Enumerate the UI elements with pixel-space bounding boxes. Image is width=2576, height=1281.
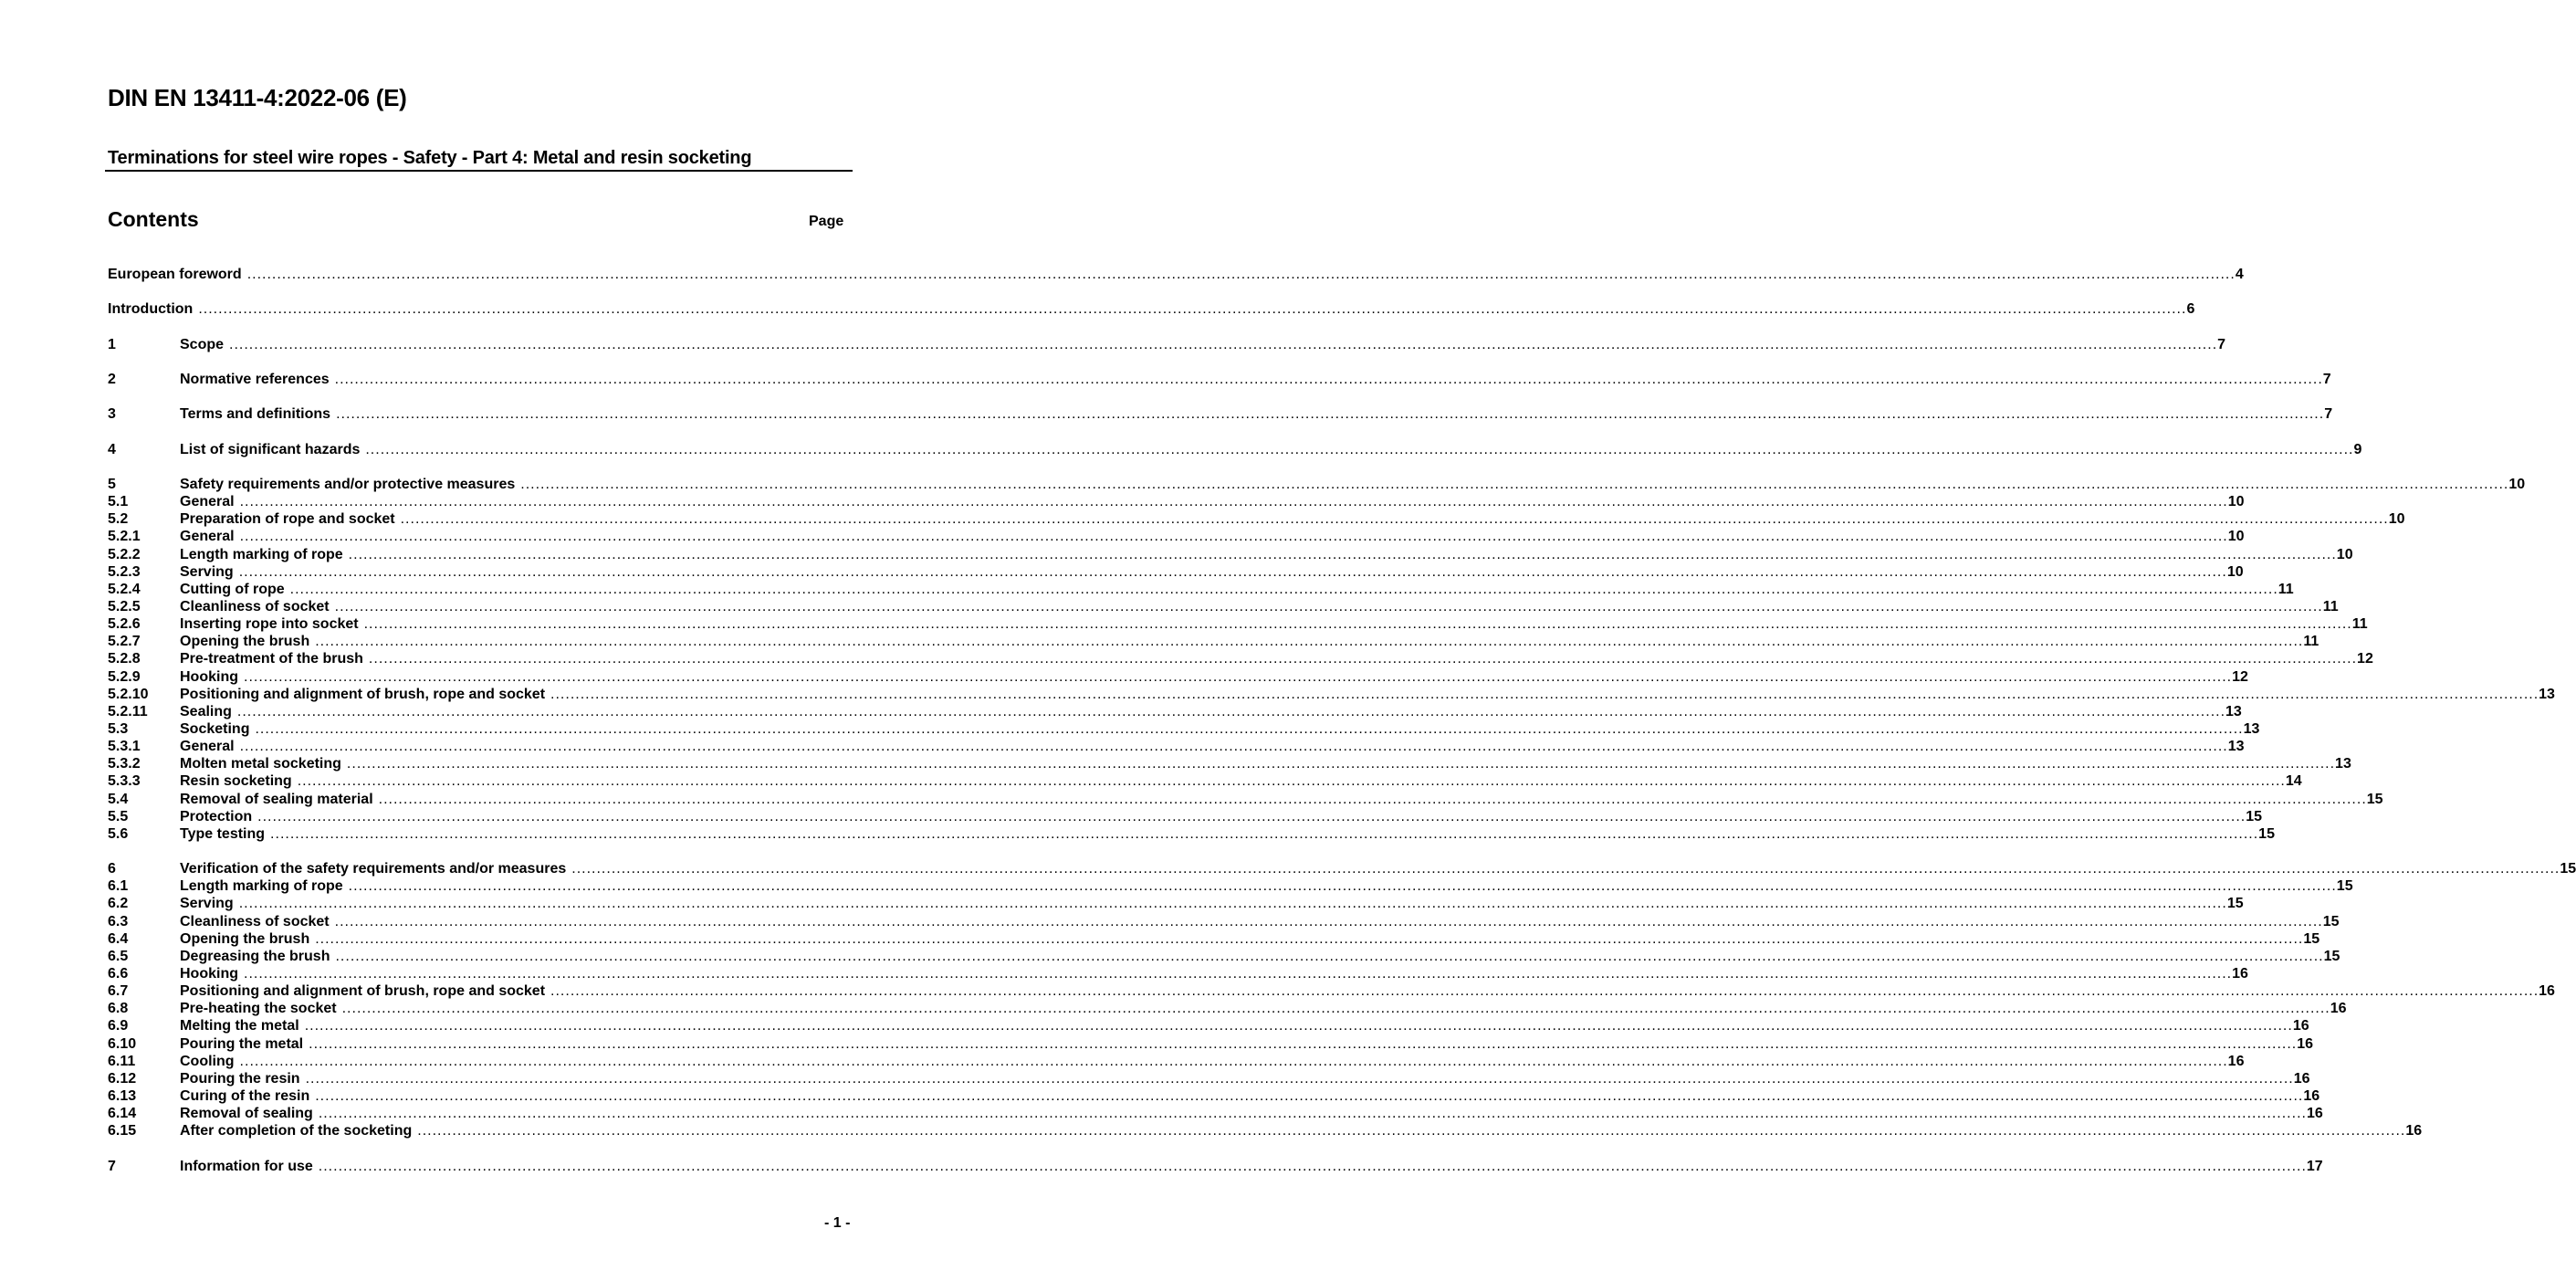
toc-dot-leader: ................................................................................................................................................................................................................................................................................................................................................................................................................ — [239, 1053, 2228, 1069]
toc-page-number: 15 — [2226, 896, 2244, 912]
toc-dot-leader: ................................................................................................................................................................................................................................................................................................................................................................................................................ — [365, 441, 2354, 457]
toc-entry[interactable] — [108, 441, 2362, 458]
toc-section-title: Curing of the resin — [180, 1087, 310, 1104]
toc-page-number: 16 — [2306, 1106, 2323, 1122]
toc-section-number: 6.11 — [108, 1053, 136, 1069]
toc-entry[interactable] — [108, 703, 2242, 720]
toc-page-number: 10 — [2336, 546, 2353, 562]
toc-section-number: 5.2.5 — [108, 598, 141, 614]
toc-dot-leader: ................................................................................................................................................................................................................................................................................................................................................................................................................ — [229, 336, 2218, 352]
toc-dot-leader: ................................................................................................................................................................................................................................................................................................................................................................................................................ — [305, 1070, 2294, 1087]
toc-page-number: 15 — [2366, 791, 2383, 807]
toc-section-title: Pre-treatment of the brush — [180, 651, 363, 667]
toc-section-title: Length marking of rope — [180, 878, 343, 895]
toc-entry[interactable] — [108, 563, 2244, 581]
toc-section-title: Degreasing the brush — [180, 948, 330, 964]
toc-section-title: Information for use — [180, 1158, 313, 1174]
toc-dot-leader: ................................................................................................................................................................................................................................................................................................................................................................................................................ — [368, 651, 2358, 667]
toc-dot-leader: ................................................................................................................................................................................................................................................................................................................................................................................................................ — [289, 581, 2278, 597]
toc-page-number: 11 — [2322, 598, 2339, 614]
toc-section-number: 5.2 — [108, 511, 129, 528]
toc-section-number: 6.7 — [108, 983, 129, 1000]
toc-entry[interactable] — [108, 860, 2576, 877]
toc-dot-leader: ................................................................................................................................................................................................................................................................................................................................................................................................................ — [297, 773, 2286, 790]
toc-section-number: 6.5 — [108, 948, 129, 964]
toc-page-number: 16 — [2405, 1123, 2423, 1139]
toc-section-number: 6.12 — [108, 1070, 137, 1087]
toc-section-number: 5.2.2 — [108, 546, 141, 562]
toc-page-number: 10 — [2388, 511, 2405, 528]
toc-entry[interactable] — [108, 895, 2244, 912]
toc-entry[interactable] — [108, 738, 2245, 755]
toc-page-number: 16 — [2303, 1087, 2320, 1104]
toc-section-title: Cutting of rope — [180, 581, 285, 597]
toc-entry[interactable] — [108, 1017, 2309, 1034]
toc-dot-leader: ................................................................................................................................................................................................................................................................................................................................................................................................................ — [550, 983, 2539, 1000]
toc-section-number: 5.2.8 — [108, 651, 141, 667]
toc-entry[interactable] — [108, 913, 2340, 930]
toc-page-number: 16 — [2227, 1053, 2245, 1069]
toc-dot-leader: ................................................................................................................................................................................................................................................................................................................................................................................................................ — [348, 878, 2337, 895]
toc-entry[interactable] — [108, 510, 2405, 528]
toc-section-title: Inserting rope into socket — [180, 616, 359, 633]
toc-dot-leader: ................................................................................................................................................................................................................................................................................................................................................................................................................ — [236, 703, 2226, 719]
toc-dot-leader: ................................................................................................................................................................................................................................................................................................................................................................................................................ — [346, 756, 2336, 772]
toc-dot-leader: ................................................................................................................................................................................................................................................................................................................................................................................................................ — [244, 965, 2233, 982]
toc-page-number: 15 — [2560, 861, 2576, 877]
toc-section-number: 6.14 — [108, 1106, 137, 1122]
toc-section-number: 5.2.11 — [108, 703, 148, 719]
toc-entry[interactable] — [108, 1070, 2310, 1087]
toc-dot-leader: ................................................................................................................................................................................................................................................................................................................................................................................................................ — [417, 1123, 2406, 1139]
toc-section-number: 5.2.6 — [108, 616, 141, 633]
toc-page-number: 14 — [2285, 773, 2302, 790]
toc-dot-leader: ................................................................................................................................................................................................................................................................................................................................................................................................................ — [239, 494, 2228, 510]
toc-section-title: Molten metal socketing — [180, 756, 341, 772]
toc-entry[interactable] — [108, 791, 2383, 808]
toc-section-title: Hooking — [180, 965, 238, 982]
toc-entry[interactable] — [108, 336, 2226, 353]
toc-dot-leader: ................................................................................................................................................................................................................................................................................................................................................................................................................ — [244, 668, 2233, 685]
toc-page-number: 15 — [2323, 948, 2340, 964]
toc-entry[interactable] — [108, 615, 2368, 633]
toc-entry[interactable] — [108, 755, 2351, 772]
toc-dot-leader: ................................................................................................................................................................................................................................................................................................................................................................................................................ — [239, 529, 2228, 545]
toc-page-number: 15 — [2322, 913, 2340, 929]
toc-dot-leader: ................................................................................................................................................................................................................................................................................................................................................................................................................ — [550, 686, 2539, 702]
toc-dot-leader: ................................................................................................................................................................................................................................................................................................................................................................................................................ — [378, 791, 2367, 807]
toc-dot-leader: ................................................................................................................................................................................................................................................................................................................................................................................................................ — [309, 1035, 2298, 1052]
toc-section-title: General — [180, 739, 235, 755]
toc-section-number: 5.6 — [108, 825, 129, 842]
toc-page-number: 11 — [2351, 616, 2368, 633]
toc-entry[interactable] — [108, 546, 2353, 563]
toc-section-number: 5.2.1 — [108, 529, 141, 545]
toc-dot-leader: ................................................................................................................................................................................................................................................................................................................................................................................................................ — [334, 371, 2323, 387]
toc-dot-leader: ................................................................................................................................................................................................................................................................................................................................................................................................................ — [255, 720, 2244, 737]
toc-dot-leader: ................................................................................................................................................................................................................................................................................................................................................................................................................ — [318, 1158, 2307, 1174]
toc-section-number: 1 — [108, 336, 116, 352]
toc-section-title: Serving — [180, 896, 234, 912]
toc-section-title: Melting the metal — [180, 1018, 299, 1034]
toc-section-number: 4 — [108, 441, 116, 457]
toc-dot-leader: ................................................................................................................................................................................................................................................................................................................................................................................................................ — [400, 511, 2389, 528]
toc-dot-leader: ................................................................................................................................................................................................................................................................................................................................................................................................................ — [257, 808, 2246, 824]
toc-dot-leader: ................................................................................................................................................................................................................................................................................................................................................................................................................ — [341, 1001, 2330, 1017]
toc-section-title: European foreword — [108, 267, 242, 282]
toc-dot-leader: ................................................................................................................................................................................................................................................................................................................................................................................................................ — [315, 634, 2304, 650]
toc-page-number: 10 — [2227, 529, 2245, 545]
toc-page-number: 16 — [2297, 1035, 2314, 1052]
toc-dot-leader: ................................................................................................................................................................................................................................................................................................................................................................................................................ — [238, 896, 2227, 912]
toc-entry[interactable] — [108, 650, 2373, 667]
toc-section-number: 6 — [108, 861, 116, 877]
toc-entry[interactable] — [108, 877, 2353, 895]
toc-section-title: Preparation of rope and socket — [180, 511, 395, 528]
page-column-label: Page — [809, 214, 844, 229]
toc-section-title: Cooling — [180, 1053, 235, 1069]
table-of-contents — [108, 266, 2576, 1175]
toc-section-number: 5.5 — [108, 808, 129, 824]
toc-dot-leader: ................................................................................................................................................................................................................................................................................................................................................................................................................ — [334, 913, 2323, 929]
toc-entry[interactable] — [108, 1122, 2423, 1139]
toc-page-number: 15 — [2336, 878, 2353, 895]
toc-page-number: 15 — [2246, 808, 2263, 824]
toc-section-number: 5.2.4 — [108, 581, 141, 597]
toc-page-number: 11 — [2278, 581, 2294, 597]
toc-entry[interactable] — [108, 808, 2263, 825]
toc-page-number: 10 — [2508, 476, 2526, 492]
toc-entry[interactable] — [108, 300, 2195, 318]
toc-section-title: Type testing — [180, 825, 266, 842]
toc-section-title: Cleanliness of socket — [180, 598, 330, 614]
page-number: - 1 - — [824, 1215, 851, 1231]
toc-entry[interactable] — [108, 948, 2340, 965]
toc-entry[interactable] — [108, 581, 2294, 598]
toc-section-title: Removal of sealing — [180, 1106, 313, 1122]
document-subtitle: Terminations for steel wire ropes - Safety - Part 4: Metal and resin socketing — [108, 148, 752, 168]
toc-section-number: 5.4 — [108, 791, 129, 807]
toc-entry[interactable] — [108, 633, 2319, 650]
toc-section-number: 5.2.9 — [108, 668, 141, 685]
toc-section-title: Pouring the resin — [180, 1070, 300, 1087]
toc-page-number: 13 — [2539, 686, 2555, 702]
toc-section-title: Opening the brush — [180, 634, 310, 650]
toc-dot-leader: ................................................................................................................................................................................................................................................................................................................................................................................................................ — [520, 476, 2509, 492]
toc-section-title: List of significant hazards — [180, 441, 361, 457]
toc-entry[interactable] — [108, 371, 2331, 388]
toc-section-title: General — [180, 494, 235, 510]
toc-entry[interactable] — [108, 493, 2245, 510]
toc-section-number: 5.3.3 — [108, 773, 141, 790]
toc-entry[interactable] — [108, 1000, 2347, 1017]
toc-section-number: 6.3 — [108, 913, 129, 929]
toc-section-title: General — [180, 529, 235, 545]
toc-page-number: 13 — [2225, 703, 2242, 719]
toc-page-number: 13 — [2227, 739, 2245, 755]
toc-page-number: 16 — [2293, 1070, 2310, 1087]
toc-dot-leader: ................................................................................................................................................................................................................................................................................................................................................................................................................ — [334, 598, 2323, 614]
toc-section-title: Terms and definitions — [180, 406, 331, 423]
toc-section-title: Removal of sealing material — [180, 791, 373, 807]
toc-entry[interactable] — [108, 965, 2248, 982]
toc-page-number: 16 — [2292, 1018, 2309, 1034]
toc-section-number: 5.3.2 — [108, 756, 141, 772]
toc-section-title: Normative references — [180, 371, 330, 387]
toc-dot-leader: ................................................................................................................................................................................................................................................................................................................................................................................................................ — [348, 546, 2337, 562]
toc-entry[interactable] — [108, 598, 2339, 615]
toc-dot-leader: ................................................................................................................................................................................................................................................................................................................................................................................................................ — [318, 1106, 2307, 1122]
toc-entry[interactable] — [108, 528, 2245, 545]
title-divider — [105, 170, 853, 172]
toc-entry[interactable] — [108, 405, 2333, 423]
toc-section-number: 6.13 — [108, 1087, 137, 1104]
toc-entry[interactable] — [108, 1105, 2323, 1122]
toc-section-number: 5.3.1 — [108, 739, 141, 755]
toc-entry[interactable] — [108, 1053, 2245, 1070]
toc-dot-leader: ................................................................................................................................................................................................................................................................................................................................................................................................................ — [336, 406, 2325, 423]
toc-dot-leader: ................................................................................................................................................................................................................................................................................................................................................................................................................ — [315, 1087, 2304, 1104]
toc-dot-leader: ................................................................................................................................................................................................................................................................................................................................................................................................................ — [238, 563, 2227, 580]
toc-section-number: 6.1 — [108, 878, 129, 895]
toc-page-number: 15 — [2258, 825, 2275, 842]
toc-dot-leader: ................................................................................................................................................................................................................................................................................................................................................................................................................ — [335, 948, 2324, 964]
toc-section-title: Hooking — [180, 668, 238, 685]
toc-page-number: 12 — [2357, 651, 2373, 667]
toc-page-number: 10 — [2226, 563, 2244, 580]
toc-section-title: After completion of the socketing — [180, 1123, 413, 1139]
toc-section-number: 6.6 — [108, 965, 129, 982]
toc-page-number: 11 — [2303, 634, 2319, 650]
toc-section-title: Cleanliness of socket — [180, 913, 330, 929]
toc-section-title: Pouring the metal — [180, 1035, 304, 1052]
toc-section-title: Opening the brush — [180, 930, 310, 947]
toc-section-number: 5 — [108, 476, 116, 492]
toc-page-number: 9 — [2353, 441, 2362, 457]
toc-entry[interactable] — [108, 476, 2526, 493]
toc-dot-leader: ................................................................................................................................................................................................................................................................................................................................................................................................................ — [246, 267, 2236, 282]
toc-section-number: 5.1 — [108, 494, 129, 510]
toc-section-number: 6.10 — [108, 1035, 137, 1052]
toc-page-number: 13 — [2243, 720, 2260, 737]
toc-section-number: 5.2.3 — [108, 563, 141, 580]
toc-entry[interactable] — [108, 266, 2244, 283]
toc-section-title: Socketing — [180, 720, 250, 737]
toc-page-number: 7 — [2322, 371, 2331, 387]
toc-entry[interactable] — [108, 772, 2302, 790]
toc-entry[interactable] — [108, 686, 2555, 703]
toc-entry[interactable] — [108, 1035, 2314, 1053]
toc-dot-leader: ................................................................................................................................................................................................................................................................................................................................................................................................................ — [304, 1018, 2293, 1034]
toc-section-number: 6.8 — [108, 1001, 129, 1017]
toc-section-number: 5.2.10 — [108, 686, 149, 702]
toc-section-number: 5.2.7 — [108, 634, 141, 650]
toc-dot-leader: ................................................................................................................................................................................................................................................................................................................................................................................................................ — [270, 825, 2259, 842]
toc-page-number: 16 — [2330, 1001, 2347, 1017]
toc-section-title: Sealing — [180, 703, 232, 719]
toc-entry[interactable] — [108, 1158, 2323, 1175]
toc-section-title: Positioning and alignment of brush, rope and socket — [180, 983, 546, 1000]
toc-section-number: 5.3 — [108, 720, 129, 737]
toc-section-number: 3 — [108, 406, 116, 423]
toc-page-number: 13 — [2335, 756, 2351, 772]
toc-section-title: Protection — [180, 808, 253, 824]
toc-entry[interactable] — [108, 720, 2260, 738]
toc-section-title: Introduction — [108, 301, 194, 318]
toc-section-title: Verification of the safety requirements and/or measures — [180, 861, 567, 877]
toc-section-title: Safety requirements and/or protective measures — [180, 476, 516, 492]
toc-section-number: 6.15 — [108, 1123, 137, 1139]
toc-entry[interactable] — [108, 930, 2320, 948]
toc-page-number: 17 — [2306, 1158, 2323, 1174]
toc-entry[interactable] — [108, 1087, 2320, 1105]
contents-heading: Contents — [108, 207, 199, 231]
toc-dot-leader: ................................................................................................................................................................................................................................................................................................................................................................................................................ — [239, 739, 2228, 755]
toc-page-number: 7 — [2324, 406, 2333, 423]
toc-dot-leader: ................................................................................................................................................................................................................................................................................................................................................................................................................ — [571, 861, 2560, 877]
toc-section-number: 6.4 — [108, 930, 129, 947]
toc-page-number: 16 — [2539, 983, 2555, 1000]
toc-dot-leader: ................................................................................................................................................................................................................................................................................................................................................................................................................ — [363, 616, 2352, 633]
toc-page-number: 7 — [2217, 336, 2226, 352]
toc-section-number: 7 — [108, 1158, 116, 1174]
document-title: DIN EN 13411-4:2022-06 (E) — [108, 84, 407, 111]
toc-section-title: Resin socketing — [180, 773, 292, 790]
toc-entry[interactable] — [108, 668, 2248, 686]
toc-entry[interactable] — [108, 825, 2275, 843]
toc-dot-leader: ................................................................................................................................................................................................................................................................................................................................................................................................................ — [198, 301, 2187, 318]
toc-page-number: 16 — [2232, 965, 2248, 982]
toc-page-number: 6 — [2186, 301, 2195, 318]
toc-page-number: 15 — [2303, 930, 2320, 947]
toc-section-title: Serving — [180, 563, 234, 580]
toc-section-number: 6.2 — [108, 896, 129, 912]
toc-section-title: Pre-heating the socket — [180, 1001, 337, 1017]
toc-entry[interactable] — [108, 982, 2555, 1000]
toc-section-title: Positioning and alignment of brush, rope and socket — [180, 686, 546, 702]
toc-page-number: 12 — [2232, 668, 2248, 685]
toc-page-number: 4 — [2235, 267, 2244, 282]
toc-section-number: 6.9 — [108, 1018, 129, 1034]
toc-page-number: 10 — [2227, 494, 2245, 510]
toc-section-number: 2 — [108, 371, 116, 387]
toc-dot-leader: ................................................................................................................................................................................................................................................................................................................................................................................................................ — [315, 930, 2304, 947]
toc-section-title: Scope — [180, 336, 225, 352]
toc-section-title: Length marking of rope — [180, 546, 343, 562]
